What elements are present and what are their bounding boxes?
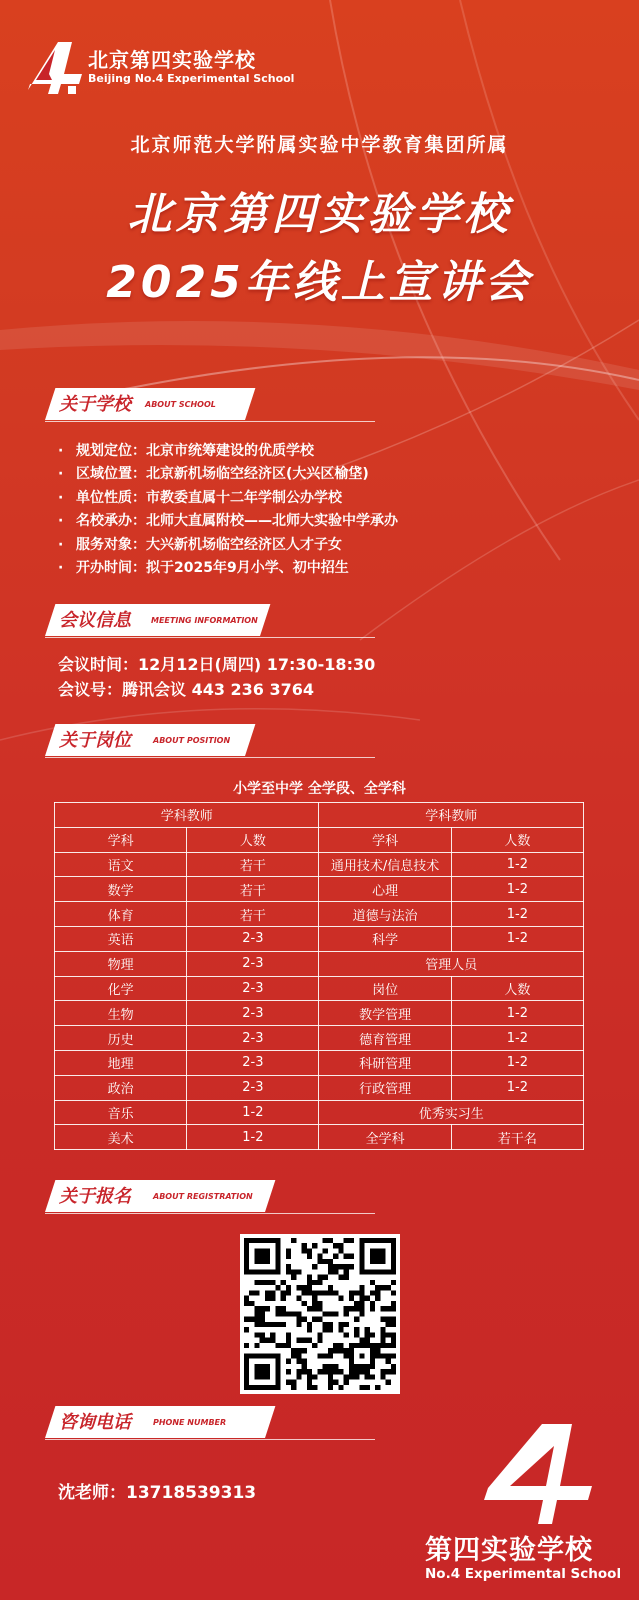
table-cell: 人数	[187, 827, 319, 852]
table-cell: 音乐	[55, 1100, 187, 1125]
main-title-line2: 2025年线上宣讲会	[106, 257, 533, 308]
position-subtitle: 小学至中学 全学段、全学科	[233, 781, 406, 797]
table-cell: 物理	[55, 951, 187, 976]
table-row	[55, 827, 584, 852]
table-cell: 管理人员	[319, 951, 584, 976]
section-subtitle: ABOUT POSITION	[153, 736, 231, 745]
table-row	[55, 803, 584, 828]
table-cell: 若干	[187, 902, 319, 927]
table-cell: 学科	[319, 827, 451, 852]
table-cell: 人数	[451, 976, 583, 1001]
table-row	[55, 877, 584, 902]
table-cell: 优秀实习生	[319, 1100, 584, 1125]
bottom-logo-english: No.4 Experimental School	[425, 1566, 622, 1582]
section-title: 咨询电话	[59, 1412, 131, 1433]
table-cell: 美术	[55, 1125, 187, 1150]
qr-code-icon	[244, 1238, 396, 1390]
table-cell: 政治	[55, 1075, 187, 1100]
table-cell: 岗位	[319, 976, 451, 1001]
table-row	[55, 951, 584, 976]
section-title: 会议信息	[59, 610, 131, 631]
school-logo	[24, 36, 294, 98]
list-item: · 服务对象：大兴新机场临空经济区人才子女	[58, 534, 398, 557]
table-row	[55, 1075, 584, 1100]
section-title: 关于报名	[59, 1186, 131, 1207]
table-cell: 1-2	[451, 1050, 583, 1075]
table-cell: 1-2	[451, 1075, 583, 1100]
table-cell: 英语	[55, 926, 187, 951]
meeting-time: 会议时间：12月12日(周四) 17:30-18:30	[58, 655, 376, 674]
table-cell: 2-3	[187, 951, 319, 976]
table-cell: 若干名	[451, 1125, 583, 1150]
table-cell: 1-2	[451, 1001, 583, 1026]
table-row	[55, 1050, 584, 1075]
table-cell: 科研管理	[319, 1050, 451, 1075]
big-four-logo-icon	[480, 1420, 600, 1525]
registration-qr-code[interactable]	[240, 1234, 400, 1394]
table-cell: 1-2	[451, 926, 583, 951]
contact-phone[interactable]: 沈老师：13718539313	[58, 1483, 257, 1503]
table-cell: 2-3	[187, 976, 319, 1001]
table-cell: 2-3	[187, 926, 319, 951]
table-cell: 教学管理	[319, 1001, 451, 1026]
table-cell: 学科教师	[319, 803, 584, 828]
table-cell: 科学	[319, 926, 451, 951]
table-cell: 语文	[55, 852, 187, 877]
table-row	[55, 1001, 584, 1026]
list-item: · 名校承办：北师大直属附校——北师大实验中学承办	[58, 510, 398, 533]
section-subtitle: ABOUT SCHOOL	[145, 400, 216, 409]
table-row	[55, 976, 584, 1001]
list-item: · 区域位置：北京新机场临空经济区(大兴区榆垡)	[58, 463, 398, 486]
table-cell: 通用技术/信息技术	[319, 852, 451, 877]
table-cell: 1-2	[451, 1026, 583, 1051]
table-cell: 地理	[55, 1050, 187, 1075]
table-cell: 数学	[55, 877, 187, 902]
table-cell: 2-3	[187, 1001, 319, 1026]
table-cell: 若干	[187, 877, 319, 902]
bottom-logo-chinese: 第四实验学校	[425, 1535, 593, 1566]
table-cell: 历史	[55, 1026, 187, 1051]
table-cell: 1-2	[187, 1100, 319, 1125]
table-cell: 生物	[55, 1001, 187, 1026]
table-cell: 行政管理	[319, 1075, 451, 1100]
section-title: 关于岗位	[59, 730, 131, 751]
table-cell: 心理	[319, 877, 451, 902]
list-item: · 规划定位：北京市统筹建设的优质学校	[58, 440, 398, 463]
table-cell: 全学科	[319, 1125, 451, 1150]
table-row	[55, 852, 584, 877]
table-cell: 1-2	[451, 877, 583, 902]
table-cell: 1-2	[451, 852, 583, 877]
table-cell: 若干	[187, 852, 319, 877]
logo-english-name: Beijing No.4 Experimental School	[88, 72, 295, 85]
about-list	[58, 440, 398, 580]
positions-table	[54, 802, 584, 1150]
table-row	[55, 1026, 584, 1051]
table-cell: 1-2	[187, 1125, 319, 1150]
table-cell: 1-2	[451, 902, 583, 927]
group-affiliation: 北京师范大学附属实验中学教育集团所属	[130, 134, 509, 156]
logo-chinese-name: 北京第四实验学校	[88, 48, 256, 72]
table-row	[55, 1125, 584, 1150]
section-subtitle: ABOUT REGISTRATION	[153, 1192, 253, 1201]
table-row	[55, 902, 584, 927]
section-title: 关于学校	[59, 394, 131, 415]
section-subtitle: MEETING INFORMATION	[151, 616, 258, 625]
table-cell: 学科教师	[55, 803, 319, 828]
table-cell: 化学	[55, 976, 187, 1001]
table-row	[55, 1100, 584, 1125]
table-cell: 2-3	[187, 1050, 319, 1075]
list-item: · 开办时间：拟于2025年9月小学、初中招生	[58, 557, 398, 580]
main-title-line1: 北京第四实验学校	[127, 189, 512, 240]
section-subtitle: PHONE NUMBER	[153, 1418, 227, 1427]
list-item: · 单位性质：市教委直属十二年学制公办学校	[58, 487, 398, 510]
table-cell: 2-3	[187, 1026, 319, 1051]
meeting-number: 会议号：腾讯会议 443 236 3764	[58, 680, 315, 699]
table-cell: 2-3	[187, 1075, 319, 1100]
table-row	[55, 926, 584, 951]
table-cell: 体育	[55, 902, 187, 927]
table-cell: 学科	[55, 827, 187, 852]
table-cell: 道德与法治	[319, 902, 451, 927]
table-cell: 人数	[451, 827, 583, 852]
table-cell: 德育管理	[319, 1026, 451, 1051]
logo-mark-icon	[24, 36, 86, 98]
